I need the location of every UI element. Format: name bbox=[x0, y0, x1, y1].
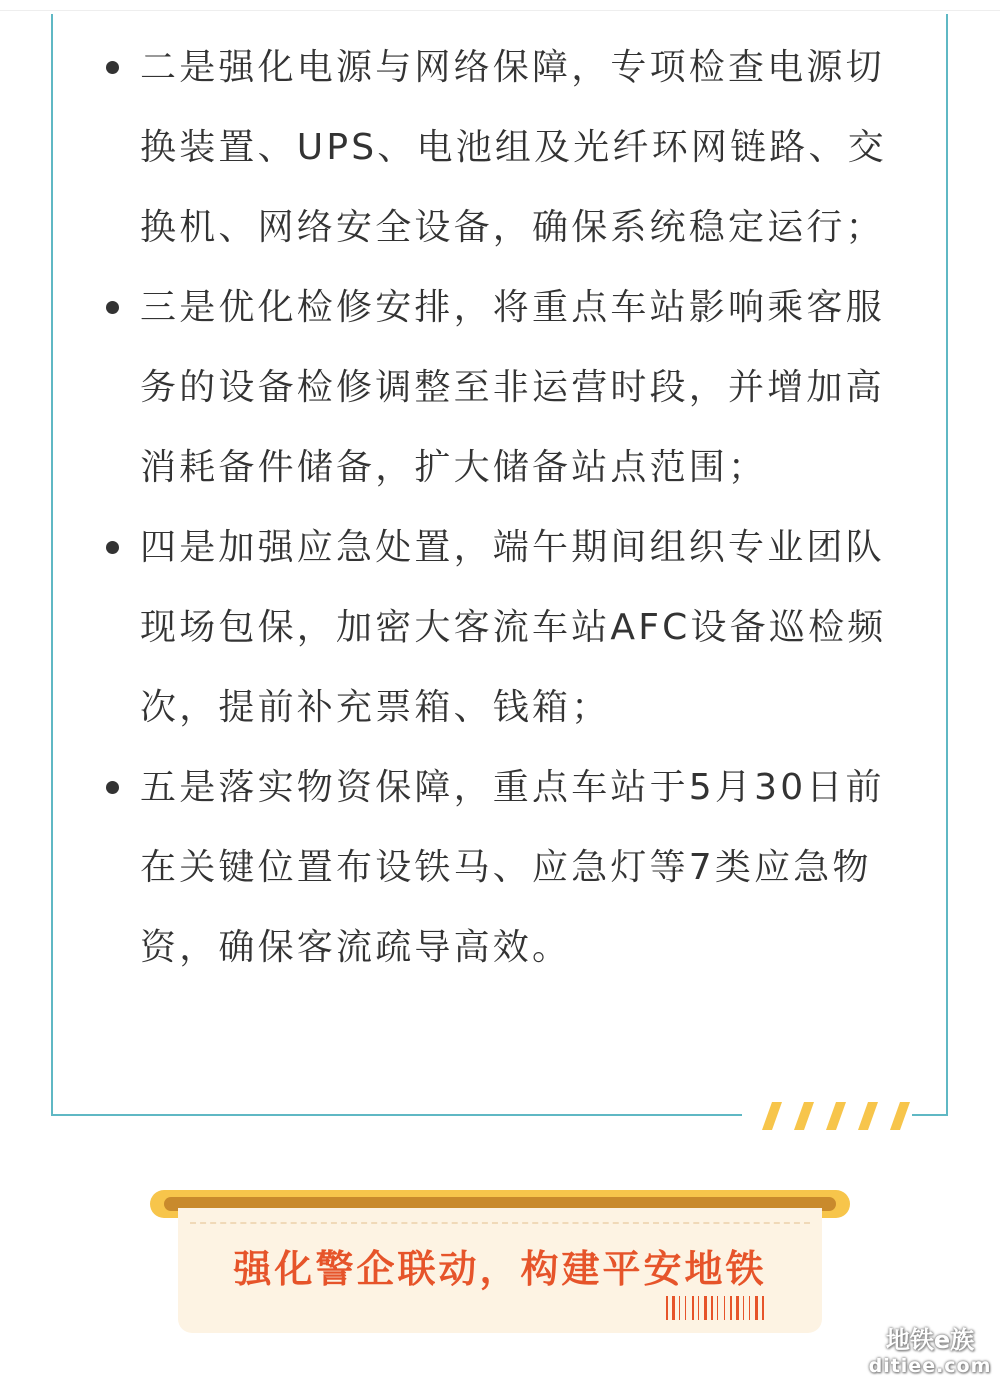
banner-dashed-divider bbox=[190, 1222, 810, 1224]
list-item-text: 二是强化电源与网络保障，专项检查电源切换装置、UPS、电池组及光纤环网链路、交换机、网络安全设备，确保系统稳定运行； bbox=[140, 47, 887, 248]
banner-title: 强化警企联动，构建平安地铁 bbox=[233, 1247, 767, 1291]
barcode-bar bbox=[717, 1296, 718, 1320]
barcode-bar bbox=[692, 1296, 694, 1320]
list-item-text: 五是落实物资保障，重点车站于5月30日前在关键位置布设铁马、应急灯等7类应急物资，确保客流疏导高效。 bbox=[140, 767, 885, 968]
barcode-bar bbox=[704, 1296, 707, 1320]
barcode-bar bbox=[743, 1296, 744, 1320]
decorative-stripes bbox=[752, 1100, 912, 1132]
bullet-icon bbox=[106, 781, 119, 794]
barcode-bar bbox=[679, 1296, 680, 1320]
list-item-text: 四是加强应急处置，端午期间组织专业团队现场包保，加密大客流车站AFC设备巡检频次，提前补充票箱、钱箱； bbox=[140, 527, 887, 728]
site-watermark bbox=[862, 1326, 998, 1378]
barcode-bar bbox=[755, 1296, 758, 1320]
section-banner bbox=[150, 1190, 850, 1340]
watermark-domain: ditiee.com bbox=[868, 1355, 992, 1377]
barcode-bar bbox=[666, 1296, 668, 1320]
barcode-bar bbox=[711, 1296, 713, 1320]
list-item bbox=[100, 28, 912, 268]
barcode-bar bbox=[762, 1296, 764, 1320]
bullet-icon bbox=[106, 541, 119, 554]
barcode-bar bbox=[672, 1296, 675, 1320]
barcode-bar bbox=[749, 1296, 750, 1320]
barcode-bar bbox=[698, 1296, 699, 1320]
bullet-icon bbox=[106, 61, 119, 74]
barcode-bar bbox=[724, 1296, 725, 1320]
barcode-bar bbox=[730, 1296, 732, 1320]
list-item bbox=[100, 268, 912, 508]
measures-list bbox=[100, 28, 920, 988]
barcode-icon bbox=[666, 1296, 802, 1320]
bullet-icon bbox=[106, 301, 119, 314]
barcode-bar bbox=[736, 1296, 739, 1320]
list-item bbox=[100, 748, 912, 988]
list-item bbox=[100, 508, 912, 748]
watermark-brand: 地铁e族 bbox=[885, 1326, 975, 1354]
barcode-bar bbox=[685, 1296, 686, 1320]
list-item-text: 三是优化检修安排，将重点车站影响乘客服务的设备检修调整至非运营时段，并增加高消耗备件储备，扩大储备站点范围； bbox=[140, 287, 885, 488]
banner-card bbox=[178, 1208, 822, 1333]
top-divider bbox=[0, 10, 1000, 11]
